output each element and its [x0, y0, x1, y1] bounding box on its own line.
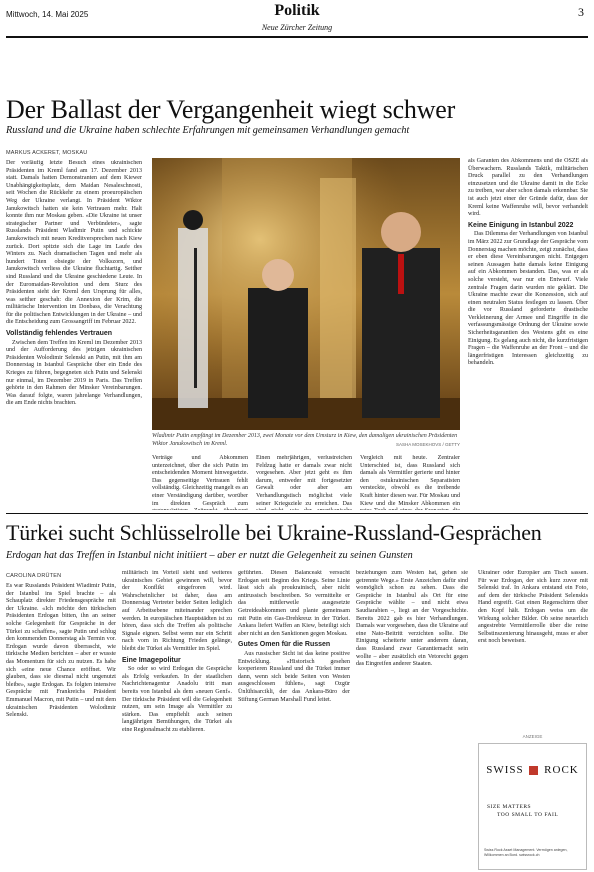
article2-column-3: [238, 570, 350, 868]
article2-column-4: [356, 570, 468, 868]
article1-col4-text: Vergleich mit heute. Zentraler Unterschied ist, dass Russland sich damals als Vermittler gerierte und hinter den ostukrainischen Separatisten versteckte, obwohl es die treibende Kraft hinter diesen war. Für Moskau und Kiew und die Minsker Abkommen ein: [360, 455, 460, 507]
page-number: 3: [578, 5, 584, 19]
ad-tagline-1: SIZE MATTERS: [487, 804, 532, 810]
article1-column-5: [468, 158, 588, 510]
article2-col3-heading: Gutes Omen für die Russen: [238, 641, 331, 649]
section-title: Politik: [274, 2, 320, 19]
article1-col2-text: Verträge und Abkommen unterzeichnet, über die sich Putin im entscheidenden Moment hinwegsetzte. Das gegenseitige Vertrauen fehlt vollständig. Gleichzeitig mangelt es an einer Verständigung darüber, worüber im direkten Gespräch zum: [152, 455, 248, 507]
photo-caption: [152, 433, 460, 448]
issue-date: Mittwoch, 14. Mai 2025: [6, 10, 89, 19]
article2-col1-text: Es war Russlands Präsident Wladimir Putin, der Istanbul ins Spiel brachte – als Schauplatz direkter Friedensgespräche mit der Ukraine. «Ich möchte den türkischen Präsidenten Erdogan bitten, ihn an seiner solche Gelegenheit für Gespräche in der Türkei zu schaffen», sagte Putin und schlug den kommenden Donnerstag als Termin vor. Erdogan wurde davon überrascht, wie türkische Medien berichten – aber er wusste das Momentum für sich zu nutzen. Es habe sich «eine neue Chance eröffnet. Wir glauben, dass sie diesmal nicht ungenutzt bleibe», sagte Erdogan. Es folgten intensive Gespräche mit Frankreichs Präsident Emmanuel Macron, mit Putin – und mit dem ukrainischen Präsidenten Wolodimir Selenski.: [6, 583, 116, 719]
ad-logo-icon: [529, 766, 538, 775]
photo-caption-text: Wladimir Putin empfängt im Dezember 2013, zwei Monate vor dem Umsturz in Kiew, den damaligen ukrainischen Präsidenten Wiktor Janukowitsch im Kreml.: [152, 433, 458, 447]
header-rule: [6, 36, 588, 38]
article1-photo: [152, 158, 460, 430]
ad-footer: Swiss Rock Asset Management. Vermögen anlegen, Willkommen an Bord. swissrock.ch: [484, 848, 568, 857]
kremlin-photo-image: [152, 158, 460, 430]
article2-subheadline: Erdogan hat das Treffen in Istanbul nicht initiiert – aber er nutzt die Gelegenheit zu seinen Gunsten: [6, 550, 413, 561]
article2-column-2: [122, 570, 232, 868]
article2-column-5: [478, 570, 588, 730]
article2-column-1: [6, 583, 116, 868]
article1-column-3: [256, 455, 352, 510]
article1-column-1: [6, 160, 142, 510]
article2-col2b-text: So oder so wird Erdogan die Gespräche als Erfolg verkaufen. In der staatlichen Nachrichtenagentur Anadolu tritt man bereits von Istanbul als dem «neuen Genf». Der türkische Präsident will die Gelegenheit nutzen, um sein Image als Vermittler zu stärken. Das empfiehlt auch seinen langjährigen Bemühungen, die Türkei als eine Regionalmacht zu etablieren.: [122, 666, 232, 733]
article1-subheadline: Russland und die Ukraine haben schlechte Erfahrungen mit gemeinsamen Verhandlungen gemacht: [6, 125, 410, 136]
article1-col5b-text: Das Dilemma der Verhandlungen von Istanbul im März 2022 zur Grundlage der Gespräche vom Donnerstag machen möchte, zeigt zunächst, dass er eben diese Vereinbarungen nicht. Entgegen seinen Aussagen hatte damals keine Einigung auf ein Abkommen bestanden. Das, was er als solche versteht, war nur ein Entwurf. Viele zentrale Fragen darin wurden nie geklärt. Die Ukraine machte zwar die Konzession, sich auf einen neutralen Status festlegen zu lassen. Über die vor Russland geforderte drastische Verkleinerung der Armee und Eingriffe in die verfassungsmässige Ordnung der Ukraine sowie Sicherheitsgarantien des Westens gibt es eine Einigung. Es gelang auch nicht, die kurzfristigen Fragen – die Waffenruhe an der Front – und die längerfristigen Interessen gleichzeitig zu behandeln.: [468, 231, 588, 367]
photo-credit: SASHA MOSEKHOVS / GETTY: [395, 441, 460, 447]
article1-col3-text: Einen mehrjährigen, verlustreichen Feldzug hatte er damals zwar nicht vorgesehen. Aber jetzt geht es ihm darum, entweder mit fortgesetzter Gewalt oder aber am Verhandlungstisch möglichst viele seiner Kriegsziele zu erreichen. Das: [256, 455, 352, 507]
article1-col5-text: als Garanten des Abkommens und die OSZE als Überwachern. Russlands Taktik, militärischen Druck parallel zu den Verhandlungen einzusetzen und die Ukraine damit in die Ecke zu treiben, war aber schon damals erkennbar. Sie ist auch jetzt einer der Gründe dafür, dass der Kreml keine Waffenruhe will, bevor verhandelt wird.: [468, 158, 588, 218]
swissrock-advertisement[interactable]: [478, 743, 587, 870]
article1-column-4: [360, 455, 460, 510]
article2-headline: Türkei sucht Schlüsselrolle bei Ukraine-Russland-Gesprächen: [6, 520, 542, 545]
ad-tagline-2: TOO SMALL TO FAIL: [497, 812, 559, 818]
article2-col2-text: militärisch im Vorteil sieht und weiteres ukrainisches Gebiet gewinnen will, bevor der Konflikt eingefroren wird. Wahrscheinlicher ist daher, dass am Donnerstag Vertreter beider Seiten lediglich auf Arbeitsebene miteinander sprechen werden. In europäischen Hauptstädten ist zu hören, dass sich die Treffen als politische Signale eignen. Selbst wenn nur ein Schritt nach vorn in Richtung Frieden gelänge, bleibt die Türkei als Vermittler im Spiel.: [122, 570, 232, 652]
article2-col3-text: geführten. Diesen Balanceakt versucht Erdogan seit Beginn des Kriegs. Seine Linie lässt sich als proukrainisch, aber nicht antirussisch beschreiben. So vermittelte er das mittlerweile ausgesetzte Getreideabkommen und plante gemeinsam mit Putin ein Gas-Drehkreuz in der Türkei. Ankara liefert Waffen an Kiew, beteiligt sich aber nicht an den Sanktionen gegen Moskau.: [238, 570, 350, 637]
article2-col4-text: beziehungen zum Westen hat, gehen sie getrennte Wege.» Erste Anzeichen dafür sind womöglich schon zu sehen. Dass die Gespräche in Istanbul als Ort für eine Gespräche wählte – und nicht etwa Saudiarabien –, liegt an der Vorgeschichte. Bereits 2022 gab es hier Verhandlungen. Damals war vorgesehen, dass die Ukraine auf eine Nato-Beitritt verzichten sollte. Die Einigung scheiterte unter anderem daran, dass Russland zwar Garantiemacht sein wollte – aber zusätzlich ein Vetorecht gegen das Eingreifen anderer Staaten.: [356, 570, 468, 668]
article1-col1-text: Der vorläufig letzte Besuch eines ukrainischen Präsidenten im Kreml fand am 17. Dezember 2013 statt. Damals hatten Demonstranten auf dem Kiewer Unabhängigkeitsplatz, dem Maidan Nesaleschnosti, seit Wochen die Rückkehr zu einem proeuropäischen Weg der Ukraine verlangt. In Präsident Wiktor Janukowitsch hatten sie kein Vertrauen mehr. Halt konnte ihm nur Moskau geben. «Die Ukraine ist unser strategischer Partner und Verbündeter», sagte Russlands Präsident Wladimir Putin und schickte Janukowitsch mit neuen Kreditversprechen nach Kiew zurück. Dort spitzte sich die Lage im Laufe des Winters zu. Nach dramatischen Tagen und mehr als hundert Toten obsiegte der Volkszorn, und Janukowitsch verliess die Ukraine fluchtartig. Seither sind Russland und die Ukraine geschiedene Leute. In der Euromaidan-Revolution und dem Sturz des Präsidenten sieht der Kreml den Ursprung für alles, was seither geschah: die Annexion der Krim, die militärische Intervention im Donbass, die Verachtung für die politischen Entwicklungen in der Ukraine – und die Entscheidung zum Grossangriff im Februar 2022.: [6, 160, 142, 326]
article2-byline: CAROLINA DRÜTEN: [6, 573, 62, 579]
article1-byline: MARKUS ACKERET, MOSKAU: [6, 150, 88, 156]
article2-col5-text: Ukrainer oder Europäer am Tisch sassen. Für war Erdogan, der sich kurz zuvor mit Selenski traf. In Ankara entstand ein Foto, auf dem der türkische Präsident Selenskis Hand ergreift. Gut einen Regenschirm über den Kopf hält. Erdogan weiss um die Wirkung solcher Bilder. Ob seine neuerlich angestrebte Vermittlerrolle über die reine Selbstinszenierung hinausgeht, muss er aber erst noch beweisen.: [478, 570, 588, 645]
ad-label: ANZEIGE: [522, 734, 543, 739]
article2-col2-heading: Eine Imagepolitur: [122, 656, 181, 664]
ad-brand-right: ROCK: [544, 764, 579, 776]
ad-brand-left: SWISS: [486, 764, 524, 776]
article1-col1-heading: Vollständig fehlendes Vertrauen: [6, 330, 113, 338]
article1-column-2: [152, 455, 248, 510]
article-separator: [6, 513, 588, 514]
newspaper-name: Neue Zürcher Zeitung: [261, 23, 333, 32]
article1-headline: Der Ballast der Vergangenheit wiegt schwer: [6, 95, 456, 124]
article1-col1b-text: Zwischen dem Treffen im Kreml im Dezember 2013 und der Aufforderung des jetzigen ukrainischen Präsidenten Wolodimir Selenski an Putin, mit ihm am Donnerstag in Istanbul Gespräche über ein Ende des Krieges zu führen, begegneten sich Putin und Selenski nur einmal, im Dezember 2019 in Paris. Das Treffen gehörte in den Rahmen der Minsker Vereinbarungen. Was darauf folgte, waren jahrelange Verhandlungen, die am Ende nichts brachten.: [6, 339, 142, 407]
article2-col3b-text: Aus russischer Sicht ist das keine positive Entwicklung. «Historisch gesehen kooperieren Russland und die Türkei immer dann, wenn sich beide Seiten von Westen ausgeschlossen fühlen», sagt Ozgür Ünlühisarcikli, der das Ankara-Büro der Stiftung German Marshall Fund leitet.: [238, 650, 350, 703]
article1-col5-heading: Keine Einigung in Istanbul 2022: [468, 221, 574, 229]
